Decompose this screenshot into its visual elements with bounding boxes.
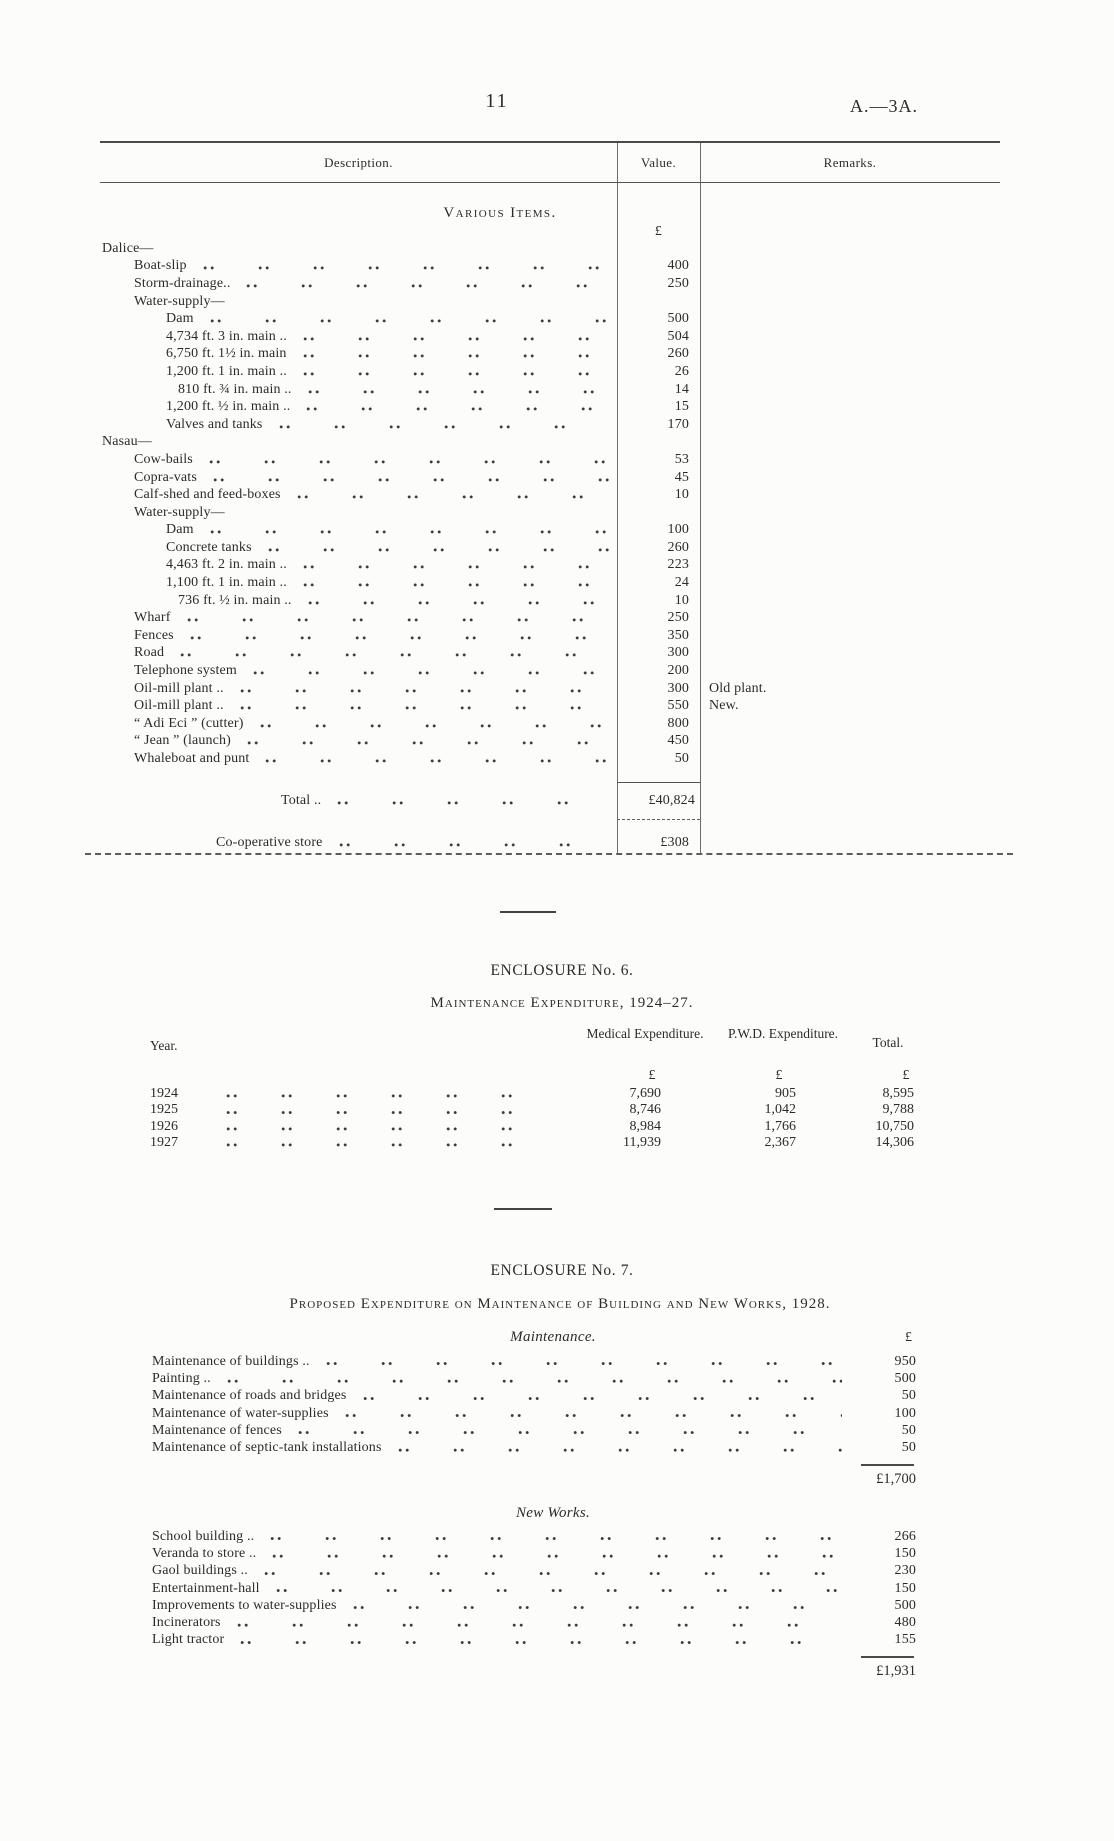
dot-leaders [308, 593, 609, 609]
table-row [100, 381, 1000, 399]
pwd-expenditure-value: 2,367 [764, 1135, 796, 1151]
new-works-rows [150, 1528, 916, 1649]
maintenance-row [150, 1405, 916, 1422]
item-value: 230 [894, 1563, 916, 1579]
item-label: Dam [166, 311, 194, 327]
table-row [100, 451, 1000, 469]
item-value: 400 [667, 258, 689, 274]
enclosure6-header [148, 1026, 920, 1068]
total-rule [861, 1656, 914, 1658]
enclosure6-currency-row [148, 1068, 920, 1086]
total-row [100, 782, 1000, 820]
item-label: 1,200 ft. 1 in. main .. [166, 363, 287, 379]
table-row [100, 680, 1000, 698]
column-header-pwd-expenditure: P.W.D. Expenditure. [727, 1026, 839, 1041]
table-row [100, 258, 1000, 276]
enclosure6-row [148, 1102, 920, 1118]
enclosure6-row [148, 1086, 920, 1102]
year-value: 1924 [150, 1086, 178, 1102]
item-value: 504 [667, 328, 689, 344]
item-value: 100 [667, 522, 689, 538]
maintenance-rows [150, 1353, 916, 1457]
item-value: 950 [894, 1353, 916, 1369]
table-row [100, 592, 1000, 610]
dot-leaders [326, 1353, 842, 1370]
dot-leaders [398, 1439, 842, 1456]
total-value: 9,788 [882, 1102, 914, 1118]
item-label: Entertainment-hall [152, 1580, 260, 1596]
item-label: Copra-vats [134, 469, 197, 485]
maintenance-row [150, 1422, 916, 1439]
item-value: 500 [894, 1597, 916, 1613]
dot-leaders [226, 1119, 543, 1135]
table-row [100, 416, 1000, 434]
spacer-row [100, 768, 1000, 782]
enclosure7-subtitle: Proposed Expenditure on Maintenance of Building and New Works, 1928. [289, 1296, 831, 1312]
table-row [100, 627, 1000, 645]
table-bottom-rule [85, 853, 1013, 855]
table-row [100, 275, 1000, 293]
item-label: Maintenance of roads and bridges [152, 1388, 347, 1404]
table-row [100, 539, 1000, 557]
table-row [100, 469, 1000, 487]
dot-leaders [180, 645, 609, 661]
item-value [617, 293, 700, 311]
new-works-row [150, 1632, 916, 1649]
item-label: 1,100 ft. 1 in. main .. [166, 575, 287, 591]
item-label: 4,463 ft. 2 in. main .. [166, 557, 287, 573]
dot-leaders [363, 1388, 842, 1405]
dot-leaders [210, 522, 609, 538]
item-value: 50 [674, 751, 689, 767]
dot-leaders [240, 698, 609, 714]
item-value: 100 [894, 1405, 916, 1421]
dot-leaders [209, 452, 609, 468]
item-value: 24 [674, 575, 689, 591]
table-row [100, 574, 1000, 592]
dot-leaders [303, 575, 609, 591]
dot-leaders [268, 540, 609, 556]
enclosure6-rows [148, 1086, 920, 1151]
currency-row [100, 224, 1000, 240]
dot-leaders [226, 1135, 543, 1151]
page-number: 11 [485, 90, 509, 112]
table-row [100, 697, 1000, 715]
item-label: Oil-mill plant .. [134, 680, 224, 696]
table-row [100, 240, 1000, 258]
item-label: Fences [134, 627, 174, 643]
item-value [617, 504, 700, 522]
item-label: Cow-bails [134, 451, 193, 467]
dot-leaders [190, 628, 609, 644]
item-value: 155 [894, 1632, 916, 1648]
new-works-row [150, 1580, 916, 1597]
dot-leaders [308, 382, 609, 398]
items-rows [100, 240, 1000, 768]
item-value: 223 [667, 557, 689, 573]
currency-symbol: £ [654, 224, 663, 239]
item-value: 150 [894, 1580, 916, 1596]
section-divider [500, 911, 556, 913]
dot-leaders [260, 716, 609, 732]
doc-reference: A.—3A. [850, 96, 918, 116]
pwd-expenditure-value: 1,042 [764, 1102, 796, 1118]
cooperative-label: Co-operative store [216, 834, 323, 850]
item-label: Road [134, 645, 165, 661]
enclosure6-table [148, 1026, 920, 1151]
item-label: 736 ft. ½ in. main .. [178, 592, 292, 608]
item-value: 450 [667, 733, 689, 749]
item-label: 810 ft. ¾ in. main .. [178, 381, 292, 397]
total-rule [861, 1464, 914, 1466]
item-label: “ Jean ” (launch) [134, 733, 231, 749]
table-row [100, 733, 1000, 751]
dot-leaders [279, 417, 610, 433]
item-value: 550 [667, 698, 689, 714]
new-works-row [150, 1614, 916, 1631]
table-row [100, 557, 1000, 575]
dot-leaders [226, 1102, 543, 1118]
item-label: Veranda to store .. [152, 1545, 257, 1561]
total-value: 14,306 [875, 1135, 914, 1151]
table-row [100, 715, 1000, 733]
item-value: 480 [894, 1615, 916, 1631]
item-value: 50 [901, 1388, 916, 1404]
dot-leaders [298, 1422, 842, 1439]
dot-leaders [210, 311, 609, 327]
year-value: 1927 [150, 1135, 178, 1151]
enclosure6-row [148, 1119, 920, 1135]
item-label: Painting .. [152, 1370, 211, 1386]
dot-leaders [246, 276, 609, 292]
item-label: Concrete tanks [166, 539, 252, 555]
year-value: 1925 [150, 1102, 178, 1118]
dot-leaders [237, 1614, 842, 1631]
item-value: 170 [667, 416, 689, 432]
dot-leaders [270, 1528, 842, 1545]
item-label: Incinerators [152, 1615, 221, 1631]
table-row [100, 486, 1000, 504]
maintenance-total: £1,700 [876, 1471, 916, 1487]
dot-leaders [297, 487, 609, 503]
enclosure6-subtitle: Maintenance Expenditure, 1924–27. [430, 995, 694, 1011]
dot-leaders [272, 1545, 842, 1562]
column-header-remarks: Remarks. [823, 154, 877, 170]
item-value: 50 [901, 1422, 916, 1438]
table-row [100, 398, 1000, 416]
dot-leaders [187, 610, 609, 626]
table-row [100, 662, 1000, 680]
column-header-total: Total. [872, 1035, 904, 1050]
new-works-total: £1,931 [876, 1663, 916, 1679]
column-header-medical-expenditure: Medical Expenditure. [586, 1026, 704, 1041]
new-works-row [150, 1545, 916, 1562]
currency-symbol: £ [775, 1068, 783, 1083]
column-header-year: Year. [150, 1038, 178, 1053]
column-header-value: Value. [640, 154, 677, 170]
item-label: 1,200 ft. ½ in. main .. [166, 399, 291, 415]
dot-leaders [339, 835, 610, 851]
currency-symbol: £ [902, 1068, 910, 1083]
total-value: £40,824 [617, 782, 700, 820]
maintenance-row [150, 1370, 916, 1387]
maintenance-heading: Maintenance. [510, 1329, 596, 1345]
table-row [100, 328, 1000, 346]
item-value: 200 [667, 663, 689, 679]
various-items-title: Various Items. [443, 205, 557, 221]
table-row [100, 609, 1000, 627]
item-label: Boat-slip [134, 258, 187, 274]
item-remarks: Old plant. [709, 680, 767, 696]
item-value: 10 [674, 592, 689, 608]
item-value: 26 [674, 363, 689, 379]
item-label: Maintenance of water-supplies [152, 1405, 329, 1421]
item-label: Valves and tanks [166, 416, 263, 432]
table-row [100, 645, 1000, 663]
new-works-row [150, 1528, 916, 1545]
table-row [100, 750, 1000, 768]
item-label: 4,734 ft. 3 in. main .. [166, 328, 287, 344]
table-row [100, 363, 1000, 381]
medical-expenditure-value: 8,984 [629, 1118, 661, 1134]
item-label: Telephone system [134, 663, 237, 679]
dot-leaders [337, 793, 609, 809]
item-value: 800 [667, 715, 689, 731]
currency-symbol: £ [905, 1330, 912, 1345]
maintenance-row [150, 1353, 916, 1370]
item-label: 6,750 ft. 1½ in. main [166, 346, 287, 362]
column-header-description: Description. [324, 154, 393, 170]
item-label: Oil-mill plant .. [134, 698, 224, 714]
item-label: Water-supply— [134, 504, 225, 520]
medical-expenditure-value: 8,746 [629, 1102, 661, 1118]
table-row [100, 522, 1000, 540]
item-remarks: New. [709, 698, 739, 714]
items-table-header [100, 141, 1000, 183]
dot-leaders [265, 751, 609, 767]
dot-leaders [306, 399, 609, 415]
year-value: 1926 [150, 1118, 178, 1134]
dot-leaders [353, 1597, 842, 1614]
cooperative-value: £308 [660, 834, 689, 850]
dot-leaders [345, 1405, 842, 1422]
item-label: Gaol buildings .. [152, 1563, 248, 1579]
table-row [100, 434, 1000, 452]
cooperative-row [100, 820, 1000, 866]
dot-leaders [303, 364, 609, 380]
dot-leaders [247, 733, 609, 749]
new-works-row [150, 1597, 916, 1614]
total-label: Total .. [281, 792, 322, 808]
item-value: 260 [667, 539, 689, 555]
item-label: Whaleboat and punt [134, 751, 250, 767]
medical-expenditure-value: 11,939 [623, 1135, 661, 1151]
items-table [100, 141, 1000, 853]
item-value: 50 [901, 1440, 916, 1456]
item-label: Maintenance of septic-tank installations [152, 1440, 382, 1456]
item-label: Maintenance of buildings .. [152, 1353, 310, 1369]
pwd-expenditure-value: 1,766 [764, 1118, 796, 1134]
item-value: 250 [667, 275, 689, 291]
item-value: 45 [674, 469, 689, 485]
dot-leaders [213, 470, 609, 486]
pwd-expenditure-value: 905 [775, 1086, 796, 1102]
dot-leaders [303, 346, 609, 362]
new-works-heading: New Works. [515, 1505, 591, 1521]
item-value: 300 [667, 680, 689, 696]
item-label: Improvements to water-supplies [152, 1597, 337, 1613]
item-label: Maintenance of fences [152, 1422, 282, 1438]
item-value: 350 [667, 627, 689, 643]
dot-leaders [303, 329, 609, 345]
item-value: 300 [667, 645, 689, 661]
item-label: Water-supply— [134, 293, 225, 309]
item-value: 53 [674, 451, 689, 467]
item-value: 10 [674, 487, 689, 503]
item-value [617, 434, 700, 452]
item-value: 250 [667, 610, 689, 626]
item-value: 500 [894, 1370, 916, 1386]
item-value: 15 [674, 399, 689, 415]
item-label: School building .. [152, 1528, 255, 1544]
maintenance-row [150, 1439, 916, 1456]
item-label: “ Adi Eci ” (cutter) [134, 715, 244, 731]
medical-expenditure-value: 7,690 [629, 1086, 661, 1102]
table-row [100, 310, 1000, 328]
new-works-row [150, 1563, 916, 1580]
item-label: Dalice— [102, 240, 154, 256]
item-label: Storm-drainage.. [134, 275, 231, 291]
item-value: 500 [667, 311, 689, 327]
item-label: Wharf [134, 610, 171, 626]
item-label: Light tractor [152, 1632, 225, 1648]
table-row [100, 504, 1000, 522]
item-value [617, 240, 700, 258]
total-value: 10,750 [875, 1118, 914, 1134]
dot-leaders [253, 663, 609, 679]
table-row [100, 293, 1000, 311]
dot-leaders [226, 1086, 543, 1102]
item-value: 266 [894, 1528, 916, 1544]
item-label: Nasau— [102, 434, 152, 450]
table-row [100, 346, 1000, 364]
maintenance-row [150, 1388, 916, 1405]
section-divider [494, 1208, 552, 1210]
total-value: 8,595 [882, 1086, 914, 1102]
item-label: Dam [166, 522, 194, 538]
dot-leaders [303, 557, 609, 573]
dot-leaders [276, 1580, 842, 1597]
dot-leaders [240, 1632, 842, 1649]
items-table-body [100, 183, 1000, 853]
item-value: 14 [674, 381, 689, 397]
item-label: Calf-shed and feed-boxes [134, 487, 281, 503]
dot-leaders [227, 1370, 842, 1387]
enclosure6-title: ENCLOSURE No. 6. [490, 962, 634, 979]
enclosure7-title: ENCLOSURE No. 7. [490, 1262, 634, 1279]
enclosure6-row [148, 1135, 920, 1151]
item-value: 150 [894, 1545, 916, 1561]
dot-leaders [203, 258, 609, 274]
dot-leaders [240, 681, 609, 697]
item-value: 260 [667, 346, 689, 362]
dot-leaders [264, 1563, 842, 1580]
currency-symbol: £ [648, 1068, 656, 1083]
